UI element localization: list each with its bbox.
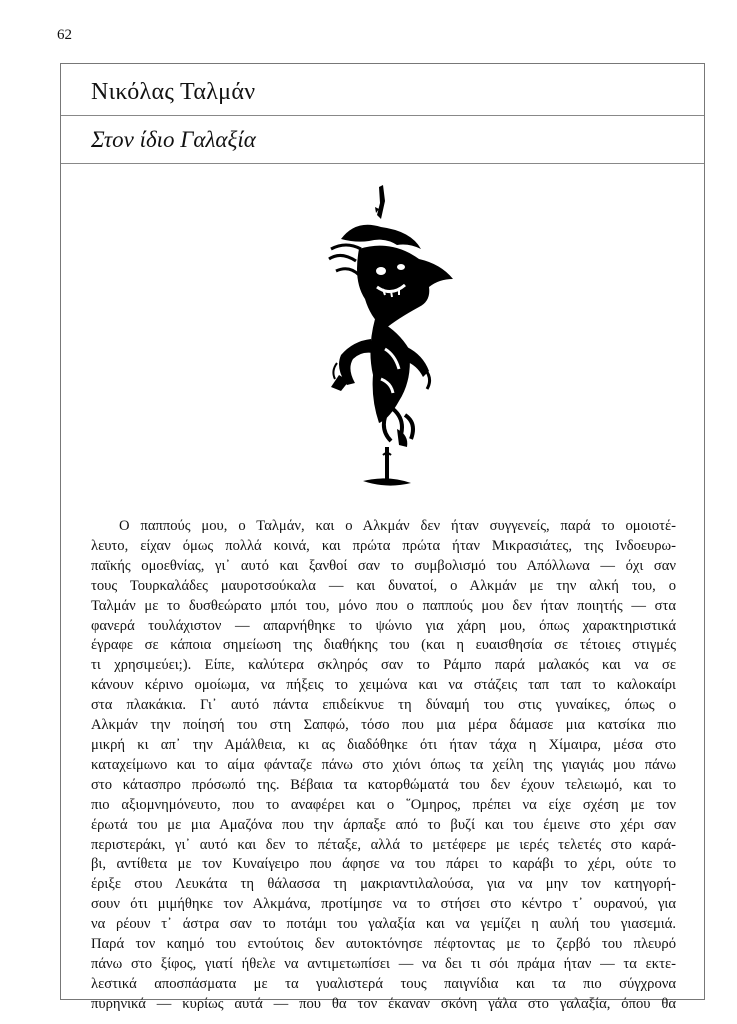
body-line: Ο παππούς μου, ο Ταλμάν, και ο Αλκμάν δεν ήταν συγγενείς, παρά το ομοιοτέ- [119,518,676,534]
body-line: φανερά τουλάχιστον — απαρνήθηκε το ψώνιο για χάρη μου, όπως χαρακτηριστικά [91,617,676,634]
body-line: πιο αξιομνημόνευτο, που το αναφέρει και ο ῞Ομηρος, πρέπει να είχε σχέση με τον [91,796,676,813]
text-frame [60,63,705,1012]
author-row [61,64,704,116]
body-line: έγραφε σε κάποια σημείωση της διαθήκης του (και η ευαισθησία σε τέτοιες στιγμές [91,637,676,654]
page-number: 62 [57,27,72,43]
body-line: πάνω στο ξίφος, γιατί ήθελε να αντιμετωπίσει — να δει τι σόι πράμα ήταν — τα εκτε- [91,955,676,972]
body-line: έρωτά του με μια Αμαζόνα που την άρπαξε από το βυζί και του έμεινε στο χέρι σαν [91,816,676,833]
body-line: περιστεράκι, γι᾽ αυτό και δεν το πέταξε, αλλά το μετέφερε με ιερές τελετές στο καρά- [91,836,676,853]
body-line: τι χρησιμεύει;). Είπε, καλύτερα σκληρός σαν το Ράμπο παρά μαλακός και να σε [91,657,676,674]
body-line: να ρέουν τ᾽ άστρα σαν το ποτάμι του γαλαξία και να γεμίζει η αυλή του γιασεμιά. [91,916,676,933]
body-line: καταχείμωνο και το αίμα φάνταζε πάνω στο χιόνι όπως τα χείλη της γιαγιάς μου πάνω [91,756,676,773]
ink-figure-drawing-icon [301,179,471,499]
body-line: κάνουν κέρινο ομοίωμα, να πήξεις το χειμώνα και να στάζεις ταπ ταπ το καλοκαίρι [91,677,676,694]
body-line: πυρηνικά — κυρίως αυτά — που θα τον έκαναν σκόνη γάλα στο γαλαξία, όπου θα [91,995,676,1012]
body-line: λευτο, είχαν όμως πολλά κοινά, και πρώτα πρώτα ήταν Μικρασιάτες, της Ινδοευρω- [91,537,676,554]
body-line: σουν ότι μιμήθηκε τον Αλκμάνα, προτίμησε να το στήσει στο κέντρο τ᾽ ουρανού, για [91,896,676,913]
author-name: Νικόλας Ταλμάν [91,79,256,105]
body-line: έριξε στου Λευκάτα τη θάλασσα τη μακριαντιλαλούσα, για να μην τον κατηγορή- [91,876,676,893]
body-line: λεστικά αποσπάσματα με τα γυαλιστερά τους παιγνίδια και τα πιο σύγχρονα [91,975,676,992]
body-line: Ταλμάν με το δυσθεώρατο μπόι του, μόνο που ο παππούς μου δεν ήταν ποιητής — στα [91,597,676,614]
body-line: τους Τουρκαλάδες μαυροτσούκαλα — και δυνατοί, ο Αλκμάν με την αλκή του, ο [91,577,676,594]
body-line: μικρή κι απ᾽ την Αμάλθεια, κι ας διαδόθηκε ότι ήταν τάχα η Χίμαιρα, μέσα στο [91,736,676,753]
body-line: Παρά τον καημό του εντούτοις δεν αυτοκτόνησε πέφτοντας με το ζερβό του πλευρό [91,936,676,953]
body-line: στο κάτασπρο πρόσωπό της. Βέβαια τα κατορθώματά του δεν έχουν τελειωμό, και το [91,776,676,793]
body-line: παϊκής ομοεθνίας, γι᾽ αυτό και ξανθοί σαν το συμβολισμό του Απόλλωνα — όχι σαν [91,557,676,574]
body-text [91,517,676,1015]
body-line: βι, αντίθετα με τον Κυναίγειρο που άφησε να του πάρει το καράβι το χέρι, ούτε το [91,856,676,873]
body-line: στα πλακάκια. Γι᾽ αυτό πάντα επιδείκνυε τη δύναμή του στις γυναίκες, όπως ο [91,697,676,714]
body-line: Αλκμάν την ποίησή του στη Σαπφώ, τόσο που μια μέρα δάμασε μια κατσίκα πιο [91,717,676,734]
work-title: Στον ίδιο Γαλαξία [91,126,256,152]
title-row [61,116,704,164]
